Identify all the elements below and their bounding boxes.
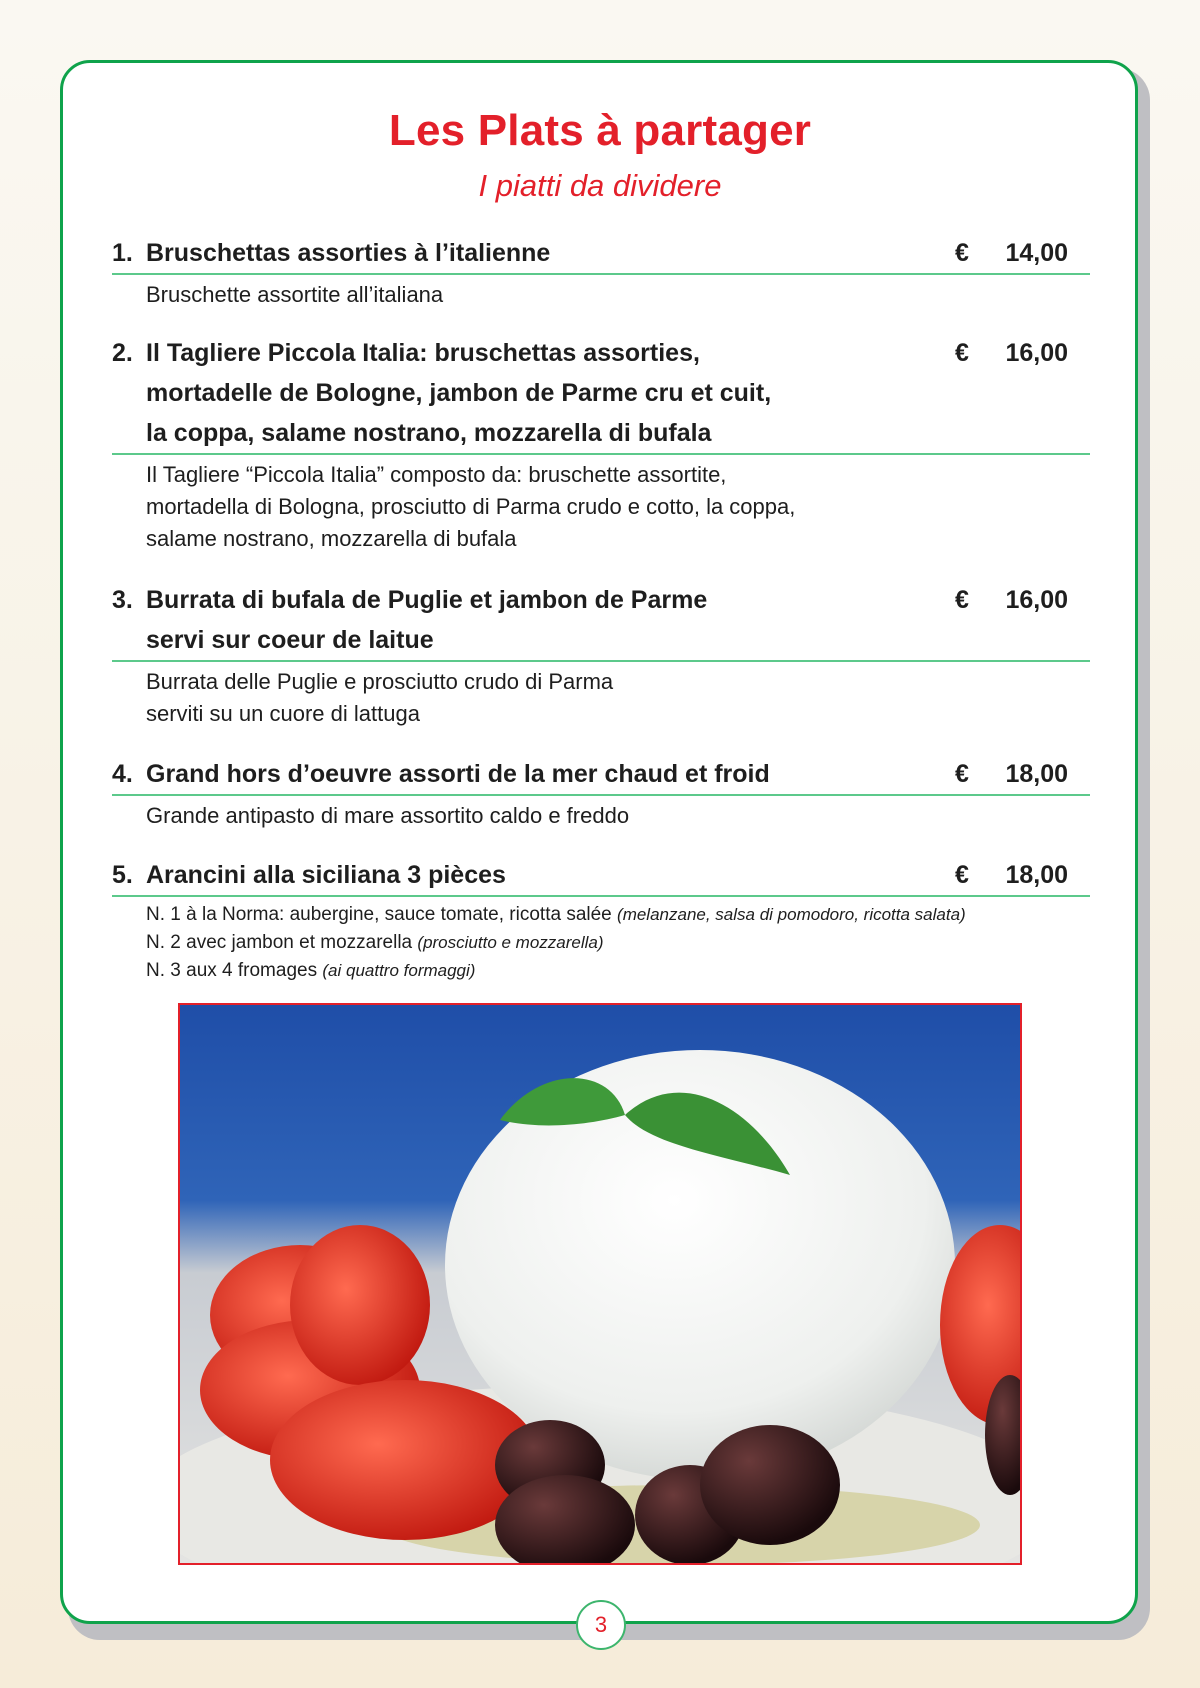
item-number: 2. xyxy=(112,339,133,367)
sub-item-italian: (ai quattro formaggi) xyxy=(322,961,476,980)
page-subtitle: I piatti da dividere xyxy=(478,168,722,203)
description-line: salame nostrano, mozzarella di bufala xyxy=(146,526,517,551)
description-line: Bruschette assortite all’italiana xyxy=(146,282,444,307)
item-sub-list xyxy=(112,897,1090,985)
item-name-line: la coppa, salame nostrano, mozzarella di bufala xyxy=(146,419,712,447)
page-number: 3 xyxy=(576,1600,626,1650)
item-description xyxy=(112,455,1090,555)
item-number: 4. xyxy=(112,760,133,788)
currency-symbol: € xyxy=(955,586,969,614)
description-line: Burrata delle Puglie e prosciutto crudo di Parma xyxy=(146,669,614,694)
currency-symbol: € xyxy=(955,239,969,267)
menu-item-5 xyxy=(112,855,1090,985)
item-name-line: Il Tagliere Piccola Italia: bruschettas assorties, xyxy=(146,339,700,367)
menu-item-header xyxy=(112,580,1090,662)
item-number: 3. xyxy=(112,586,133,614)
item-name-line: mortadelle de Bologne, jambon de Parme cru et cuit, xyxy=(146,379,772,407)
sub-item-text: N. 2 avec jambon et mozzarella xyxy=(146,932,413,953)
currency-symbol: € xyxy=(955,339,969,367)
item-price: 18,00 xyxy=(1005,861,1068,889)
sub-item-italian: (prosciutto e mozzarella) xyxy=(417,933,604,952)
sub-item xyxy=(146,929,1090,957)
page-title: Les Plats à partager xyxy=(388,106,812,155)
sub-item-text: N. 3 aux 4 fromages xyxy=(146,960,318,981)
item-description xyxy=(112,796,1090,832)
item-description xyxy=(112,662,1090,730)
sub-item-italian: (melanzane, salsa di pomodoro, ricotta salata) xyxy=(617,905,966,924)
menu-item-3 xyxy=(112,580,1090,730)
item-price: 14,00 xyxy=(1005,239,1068,267)
currency-symbol: € xyxy=(955,760,969,788)
item-name: Bruschettas assorties à l’italienne xyxy=(146,239,551,267)
item-number: 1. xyxy=(112,239,133,267)
item-price: 16,00 xyxy=(1005,339,1068,367)
item-description xyxy=(112,275,1090,311)
item-name: Grand hors d’oeuvre assorti de la mer chaud et froid xyxy=(146,760,770,788)
description-line: Grande antipasto di mare assortito caldo e freddo xyxy=(146,803,630,828)
item-name-line: servi sur coeur de laitue xyxy=(146,626,434,654)
burrata-illustration xyxy=(180,1005,1020,1563)
item-price: 18,00 xyxy=(1005,760,1068,788)
currency-symbol: € xyxy=(955,861,969,889)
description-line: serviti su un cuore di lattuga xyxy=(146,701,420,726)
menu-item-2 xyxy=(112,333,1090,555)
description-line: mortadella di Bologna, prosciutto di Parma crudo e cotto, la coppa, xyxy=(146,494,796,519)
item-number: 5. xyxy=(112,861,133,889)
item-price: 16,00 xyxy=(1005,586,1068,614)
menu-item-4 xyxy=(112,754,1090,832)
menu-item-header xyxy=(112,233,1090,275)
item-name: Arancini alla siciliana 3 pièces xyxy=(146,861,506,889)
item-name-line: Burrata di bufala de Puglie et jambon de Parme xyxy=(146,586,708,614)
menu-item-header xyxy=(112,855,1090,897)
menu-item-1 xyxy=(112,233,1090,311)
burrata-photo xyxy=(178,1003,1022,1565)
menu-item-header xyxy=(112,754,1090,796)
sub-item-text: N. 1 à la Norma: aubergine, sauce tomate, ricotta salée xyxy=(146,904,612,925)
sub-item xyxy=(146,957,1090,985)
menu-item-header xyxy=(112,333,1090,455)
description-line: Il Tagliere “Piccola Italia” composto da: bruschette assortite, xyxy=(146,462,727,487)
sub-item xyxy=(146,901,1090,929)
